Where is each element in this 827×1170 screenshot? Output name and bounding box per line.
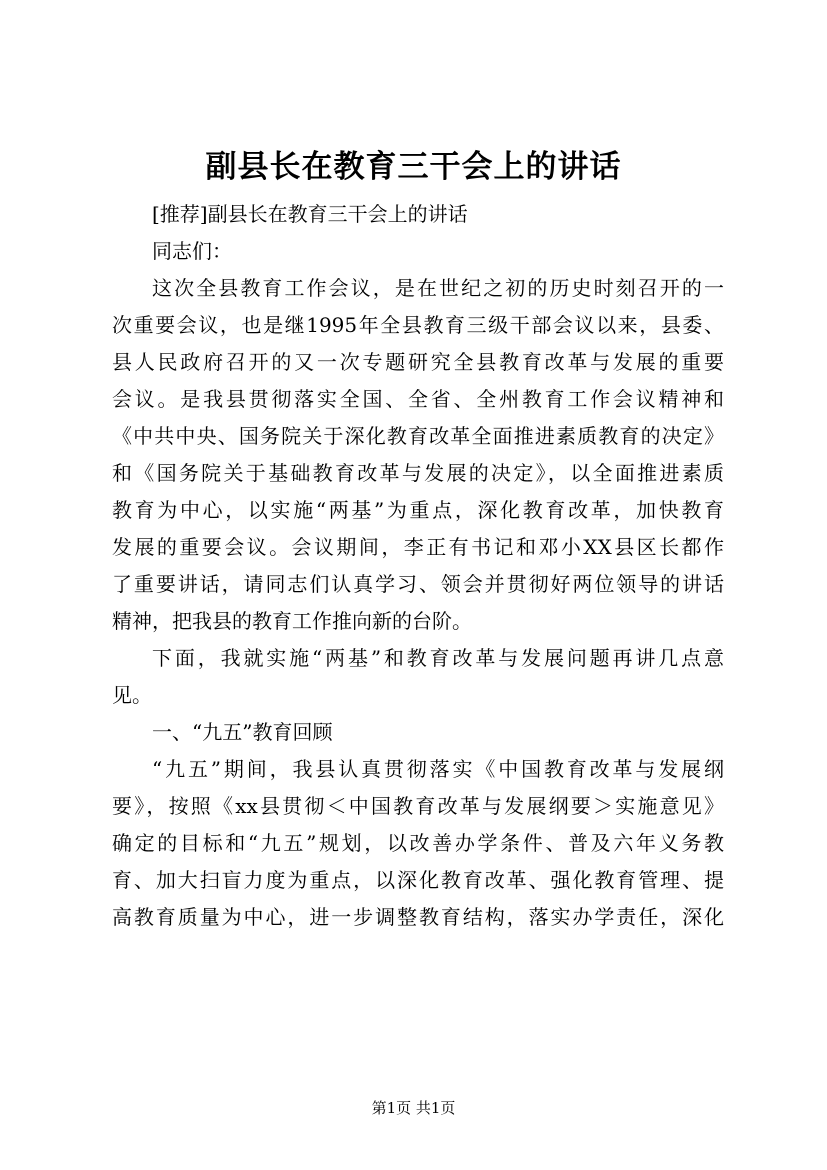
page-footer: 第1页 共1页 [371,1099,456,1117]
paragraph-line: 次重要会议，也是继1995年全县教育三级干部会议以来，县委、 [112,313,724,337]
paragraph-line: 同志们： [152,239,232,263]
paragraph-line: 要》，按照《xx县贯彻＜中国教育改革与发展纲要＞实施意见》 [112,794,724,818]
paragraph-line: 这次全县教育工作会议，是在世纪之初的历史时刻召开的一 [152,276,724,300]
paragraph-line: 和《国务院关于基础教育改革与发展的决定》，以全面推进素质 [112,461,724,485]
paragraph-line: 下面，我就实施“两基”和教育改革与发展问题再讲几点意 [152,646,724,670]
paragraph-line: 发展的重要会议。会议期间，李正有书记和邓小XX县区长都作 [112,535,724,559]
paragraph-line: 见。 [112,683,152,707]
paragraph-line: 《中共中央、国务院关于深化教育改革全面推进素质教育的决定》 [112,424,724,448]
paragraph-line: 会议。是我县贯彻落实全国、全省、全州教育工作会议精神和 [112,387,724,411]
paragraph-line: 教育为中心，以实施“两基”为重点，深化教育改革，加快教育 [112,498,724,522]
paragraph-line: 县人民政府召开的又一次专题研究全县教育改革与发展的重要 [112,350,724,374]
section-heading: 一、“九五”教育回顾 [152,720,333,744]
document-title: 副县长在教育三干会上的讲话 [205,149,622,185]
paragraph-line: 精神，把我县的教育工作推向新的台阶。 [112,609,472,633]
paragraph-line: 高教育质量为中心，进一步调整教育结构，落实办学责任，深化 [112,905,724,929]
paragraph-line: “九五”期间，我县认真贯彻落实《中国教育改革与发展纲 [152,757,724,781]
paragraph-line: 确定的目标和“九五”规划，以改善办学条件、普及六年义务教 [112,831,724,855]
paragraph-line: [推荐]副县长在教育三干会上的讲话 [152,202,468,226]
paragraph-line: 育、加大扫盲力度为重点，以深化教育改革、强化教育管理、提 [112,868,724,892]
document-body [112,196,724,936]
paragraph-line: 了重要讲话，请同志们认真学习、领会并贯彻好两位领导的讲话 [112,572,724,596]
